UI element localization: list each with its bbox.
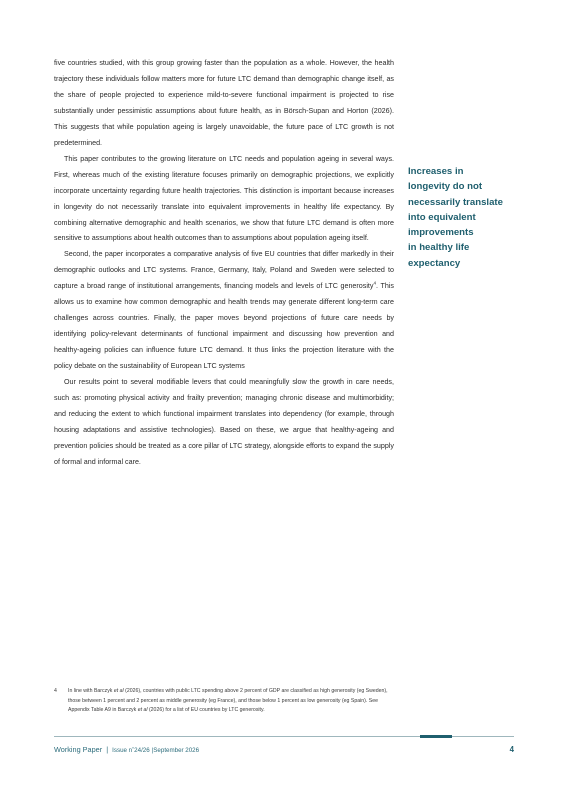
footnote-reference[interactable]: 4 [373,280,377,286]
footer-series: Working Paper [54,745,103,754]
pull-quote-line: expectancy [408,257,461,269]
pull-quote-line: Increases in [408,166,464,177]
footer-separator: | [106,745,109,754]
main-text-column [54,56,394,471]
footer-accent-bar [420,735,452,738]
pull-quote-line: longevity do not [408,181,483,193]
pull-quote-line: into equivalent [408,211,476,223]
footnote-et-al: et al [137,707,148,714]
paragraph-3-text-b: . This allows us to examine how common demographic and health trends may generate different long-term care challenges across countries. Finally, the paper moves beyond projections of future care needs by identifying policy-relevant determinants of functional impairment and discussing how prevention and healthy-ageing policies can influence future LTC demand. It thus links the projection literature with the policy debate on the sustainability of European LTC systems [54,282,394,371]
pull-quote-line: necessarily translate [408,196,503,208]
pull-quote-line: improvements [408,227,474,239]
pull-quote-line: in healthy life [408,242,470,254]
page-footer [54,745,514,757]
footnote [54,687,399,716]
footnote-et-al: et al [113,688,124,694]
footnote-text [68,687,399,716]
footnote-text-part: In line with Barczyk [68,688,114,694]
page-number: 4 [509,745,514,754]
pull-quote-sidenote [408,164,518,271]
footnote-number: 4 [54,688,57,694]
paragraph-1: five countries studied, with this group growing faster than the population as a whole. However, the health trajectory these individuals follow matters more for future LTC demand than demographic change itself, as the share of people projected to experience mild-to-severe functional impairment is projected to rise substantially under pessimistic assumptions about future health, as in Börsch-Supan and Horton (2026). This suggests that while population ageing is largely unavoidable, the future pace of LTC growth is not predetermined. [54,59,394,147]
footer-left [54,745,199,754]
paragraph-3 [54,247,394,375]
footer-issue: Issue n˚24/26 [112,747,150,754]
paragraph-3-text-a: Second, the paper incorporates a comparative analysis of five EU countries that differ markedly in their demographic outlooks and LTC systems. France, Germany, Italy, Poland and Sweden were selected to capture a broad range of institutional arrangements, financing models and levels of LTC generosity [54,250,394,291]
paragraph-4: Our results point to several modifiable levers that could meaningfully slow the growth in care needs, such as: promoting physical activity and frailty prevention; managing chronic disease and multimorbidity; and reducing the extent to which functional impairment translates into dependency (for example, through housing adaptations and assistive technologies). Based on these, we argue that healthy-ageing and prevention policies should be treated as a core pillar of LTC strategy, alongside efforts to expand the supply of formal and informal care. [54,378,394,466]
footer-date: |September 2026 [151,747,200,754]
paragraph-2: This paper contributes to the growing literature on LTC needs and population ageing in several ways. First, whereas much of the existing literature focuses primarily on demographic projections, we explicitly incorporate uncertainty regarding future health trajectories. This distinction is important because increases in longevity do not necessarily translate into equivalent improvements in healthy life expectancy. By combining alternative demographic and health scenarios, we show that future LTC demand is often more sensitive to assumptions about health outcomes than to assumptions about population ageing itself. [54,154,394,243]
footnote-text-part: (2026), countries with public LTC spending above 2 percent of GDP are classified as high generosity (eg Sweden), those between 1 percent and 2 percent as middle generosity (eg France), and those below 1 percent as low generosity (eg Spain). See Appendix Table A9 in Barczyk [68,688,388,714]
footnote-text-part: (2026) for a list of EU countries by LTC generosity. [147,707,265,714]
